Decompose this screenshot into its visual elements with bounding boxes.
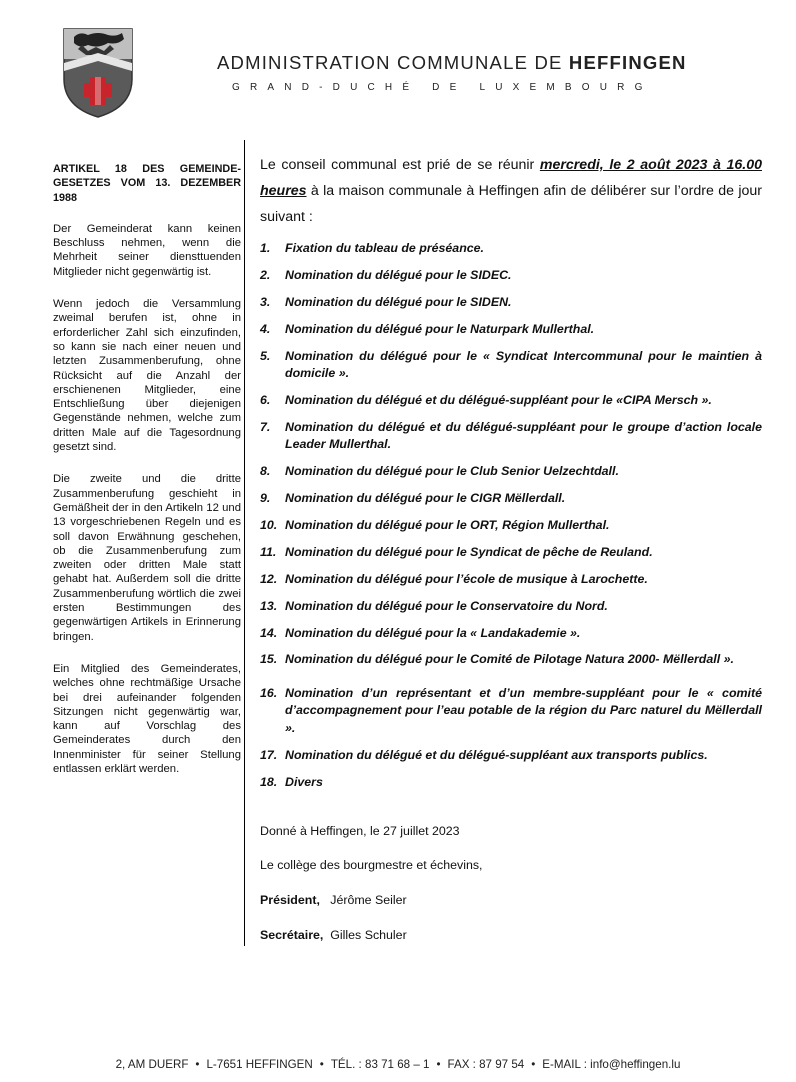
page-title: ADMINISTRATION COMMUNALE DE HEFFINGEN [217, 52, 687, 73]
secretary-line: Secrétaire, Gilles Schuler [260, 928, 407, 942]
agenda-item [260, 348, 762, 383]
agenda-item [260, 392, 762, 410]
agenda-item-text: Nomination du délégué et du délégué-suppléant aux transports publics. [285, 747, 708, 762]
agenda-item [260, 517, 762, 535]
agenda-item [260, 747, 762, 765]
agenda-item-number: 3. [260, 294, 271, 309]
agenda-item-text: Nomination du délégué pour le ORT, Région Mullerthal. [285, 518, 610, 533]
agenda-item-text: Nomination du délégué pour le Syndicat de pêche de Reuland. [285, 544, 653, 559]
agenda-item-text: Nomination du délégué pour l’école de musique à Larochette. [285, 571, 648, 586]
footer-contact: 2, AM DUERF • L-7651 HEFFINGEN • TÉL. : 83 71 68 – 1 • FAX : 87 97 54 • E-MAIL : info@heffingen.lu [115, 1058, 681, 1071]
agenda-item-text: Nomination du délégué pour la « Landakademie ». [285, 625, 581, 640]
agenda-item-text: Nomination du délégué pour le CIGR Mëllerdall. [285, 491, 566, 506]
agenda-item-number: 18. [260, 774, 278, 789]
heffingen-coat-of-arms-icon [62, 27, 134, 119]
article-paragraph: Ein Mitglied des Gemeinderates, welches ohne rechtmäßige Ursache bei drei aufeinander folgenden Sitzungen nicht gegenwärtig war, kann auf Vorschlag des Gemeinderates durch den Innenminister für seiner Stellung entlassen erklärt werden. [53, 662, 241, 775]
agenda-item-text: Nomination du délégué pour le SIDEC. [285, 267, 512, 282]
agenda-item-number: 15. [260, 652, 278, 667]
agenda-item-number: 2. [260, 267, 271, 282]
agenda-item-number: 10. [260, 518, 278, 533]
agenda-item [260, 625, 762, 643]
convocation-body [260, 152, 762, 801]
agenda-item [260, 240, 762, 258]
agenda-item-number: 12. [260, 571, 278, 586]
agenda-item-number: 14. [260, 625, 278, 640]
article-sidebar [53, 162, 241, 794]
agenda-item [260, 294, 762, 312]
page-subtitle: GRAND-DUCHÉ DE LUXEMBOURG [232, 82, 653, 93]
agenda-item [260, 463, 762, 481]
agenda-item-number: 7. [260, 419, 271, 434]
article-title: ARTIKEL 18 DES GEMEINDE-GESETZES VOM 13. DEZEMBER 1988 [53, 163, 241, 204]
agenda-item-text: Fixation du tableau de préséance. [285, 241, 484, 255]
college-line: Le collège des bourgmestre et échevins, [260, 858, 483, 872]
agenda-item-text: Divers [285, 774, 323, 789]
agenda-item-text: Nomination du délégué pour le Conservatoire du Nord. [285, 598, 608, 613]
meeting-date: mercredi, le 2 août 2023 à 16.00 heures [260, 157, 762, 199]
article-paragraph: Wenn jedoch die Versammlung zweimal berufen ist, ohne in erforderlicher Zahl sich einzufinden, so kann sie nach einer neuen und letzten Zusammenberufung, ohne Rücksicht auf die Anzahl der erschienenen Mitglieder, eine Entschließung über diejenigen Gegenstände nehmen, welche zum dritten Male auf die Tagesordnung gesetzt sind. [53, 298, 241, 454]
agenda-list [260, 240, 762, 791]
agenda-item [260, 598, 762, 616]
agenda-item-number: 4. [260, 321, 271, 336]
agenda-item-number: 6. [260, 392, 271, 407]
article-paragraph: Der Gemeinderat kann keinen Beschluss nehmen, wenn die Mehrheit seiner diensttuenden Mitglieder nicht gegenwärtig ist. [53, 222, 241, 278]
agenda-item-number: 13. [260, 598, 278, 613]
agenda-item [260, 544, 762, 562]
agenda-item-number: 9. [260, 491, 271, 506]
agenda-item-text: Nomination du délégué pour le Club Senior Uelzechtdall. [285, 464, 619, 479]
agenda-item-text: Nomination du délégué pour le « Syndicat Intercommunal pour le maintien à domicile ». [285, 348, 762, 381]
agenda-item [260, 490, 762, 508]
agenda-item-text: Nomination du délégué pour le SIDEN. [285, 294, 512, 309]
agenda-item [260, 774, 762, 792]
article-paragraph: Die zweite und die dritte Zusammenberufung geschieht in Gemäßheit der in den Artikeln 12 und 13 vorgeschriebenen Regeln und es soll davon Erwähnung geschehen, ob die Zusammenberufung zum zweiten oder dritten Male statt gehabt hat. Außerdem soll die dritte Zusammenberufung wörtlich die zwei ersten Bestimmungen des gegenwärtigen Artikels in Erinnerung bringen. [53, 473, 241, 643]
agenda-item-number: 8. [260, 464, 271, 479]
agenda-item-number: 16. [260, 685, 278, 700]
agenda-item-number: 1. [260, 241, 271, 255]
email-link[interactable]: E-MAIL : info@heffingen.lu [542, 1058, 681, 1071]
given-date: Donné à Heffingen, le 27 juillet 2023 [260, 824, 460, 838]
agenda-item-number: 11. [260, 544, 277, 559]
agenda-item-text: Nomination du délégué pour le Naturpark Mullerthal. [285, 321, 595, 336]
agenda-item [260, 651, 762, 669]
agenda-item-text: Nomination du délégué et du délégué-suppléant pour le groupe d’action locale Leader Mullerthal. [285, 419, 762, 452]
intro-text: Le conseil communal est prié de se réunir mercredi, le 2 août 2023 à 16.00 heures à la maison communale à Heffingen afin de délibérer sur l’ordre de jour suivant : [260, 157, 762, 225]
agenda-item-number: 17. [260, 747, 278, 762]
column-divider [244, 140, 245, 946]
agenda-item [260, 685, 762, 738]
agenda-item-text: Nomination du délégué et du délégué-suppléant pour le «CIPA Mersch ». [285, 392, 712, 407]
agenda-item-text: Nomination d’un représentant et d’un membre-suppléant pour le « comité d’accompagnement pour l’eau potable de la région du Parc naturel du Mëllerdall ». [285, 685, 762, 735]
agenda-item-text: Nomination du délégué pour le Comité de Pilotage Natura 2000- Mëllerdall ». [285, 652, 734, 667]
agenda-item-number: 5. [260, 348, 271, 363]
agenda-item [260, 267, 762, 285]
agenda-item [260, 321, 762, 339]
agenda-item [260, 419, 762, 454]
president-line: Président, Jérôme Seiler [260, 893, 407, 907]
agenda-item [260, 571, 762, 589]
